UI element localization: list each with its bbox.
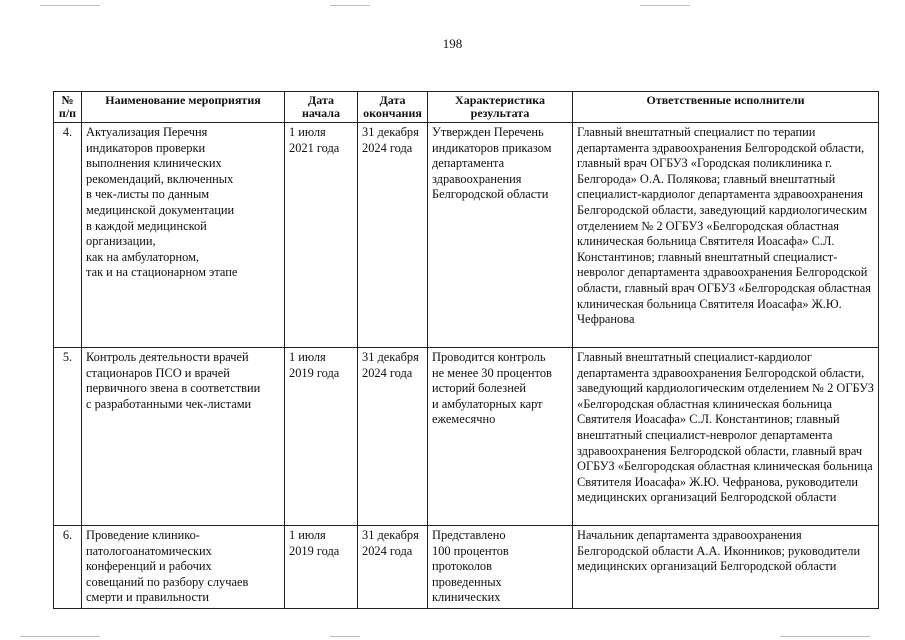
end-date: 31 декабря 2024 года [358,123,428,348]
event-name: Контроль деятельности врачей стационаров ПСО и врачей первичного звена в соответствии с разработанными чек-листами [82,348,285,526]
responsible-executors: Начальник департамента здравоохранения Белгородской области А.А. Иконников; руководители медицинских организаций Белгородской области [573,526,879,609]
row-number: 6. [54,526,82,609]
end-date: 31 декабря 2024 года [358,526,428,609]
scan-mark [40,5,100,6]
result-description: Представлено 100 процентов протоколов проведенных клинических [428,526,573,609]
row-number: 5. [54,348,82,526]
scan-mark [330,5,370,6]
start-date: 1 июля 2019 года [285,526,358,609]
event-name: Актуализация Перечня индикаторов проверки выполнения клинических рекомендаций, включенных в чек-листы по данным медицинской документации в каждой медицинской организации, как на амбулаторном, так и на стационарном этапе [82,123,285,348]
responsible-executors: Главный внештатный специалист по терапии департамента здравоохранения Белгородской области, главный врач ОГБУЗ «Городская поликлиника г. Белгорода» О.А. Полякова; главный внештатный специалист-кардиолог департамента здравоохранения Белгородской области, заведующий кардиологическим отделением № 2 ОГБУЗ «Белгородская областная клиническая больница Святителя Иоасафа» С.Л. Константинов; главный внештатный специалист-невролог департамента здравоохранения Белгородской области, главный врач ОГБУЗ «Белгородская областная клиническая больница Святителя Иоасафа» Ж.Ю. Чефранова [573,123,879,348]
header-start-date: Дата начала [285,92,358,123]
table-row [54,123,879,348]
scan-mark [780,636,870,637]
row-number: 4. [54,123,82,348]
header-result: Характеристика результата [428,92,573,123]
table-row [54,526,879,609]
event-name: Проведение клинико- патологоанатомических конференций и рабочих совещаний по разбору случаев смерти и правильности [82,526,285,609]
table-header-row [54,92,879,123]
header-number: № п/п [54,92,82,123]
header-event-name: Наименование мероприятия [82,92,285,123]
result-description: Проводится контроль не менее 30 процентов историй болезней и амбулаторных карт ежемесячно [428,348,573,526]
table-row [54,348,879,526]
result-description: Утвержден Перечень индикаторов приказом департамента здравоохранения Белгородской области [428,123,573,348]
responsible-executors: Главный внештатный специалист-кардиолог департамента здравоохранения Белгородской области, заведующий кардиологическим отделением № 2 ОГБУЗ «Белгородская областная клиническая больница Святителя Иоасафа» С.Л. Константинов; главный внештатный специалист-невролог департамента здравоохранения Белгородской области, главный врач ОГБУЗ «Белгородская областная клиническая больница Святителя Иоасафа» Ж.Ю. Чефранова, руководители медицинских организаций Белгородской области [573,348,879,526]
page-number: 198 [442,36,463,51]
start-date: 1 июля 2019 года [285,348,358,526]
end-date: 31 декабря 2024 года [358,348,428,526]
scan-mark [330,636,360,637]
scan-mark [640,5,690,6]
header-responsible: Ответственные исполнители [573,92,879,123]
action-plan-table [53,91,879,609]
header-end-date: Дата окончания [358,92,428,123]
start-date: 1 июля 2021 года [285,123,358,348]
scan-mark [20,636,100,637]
